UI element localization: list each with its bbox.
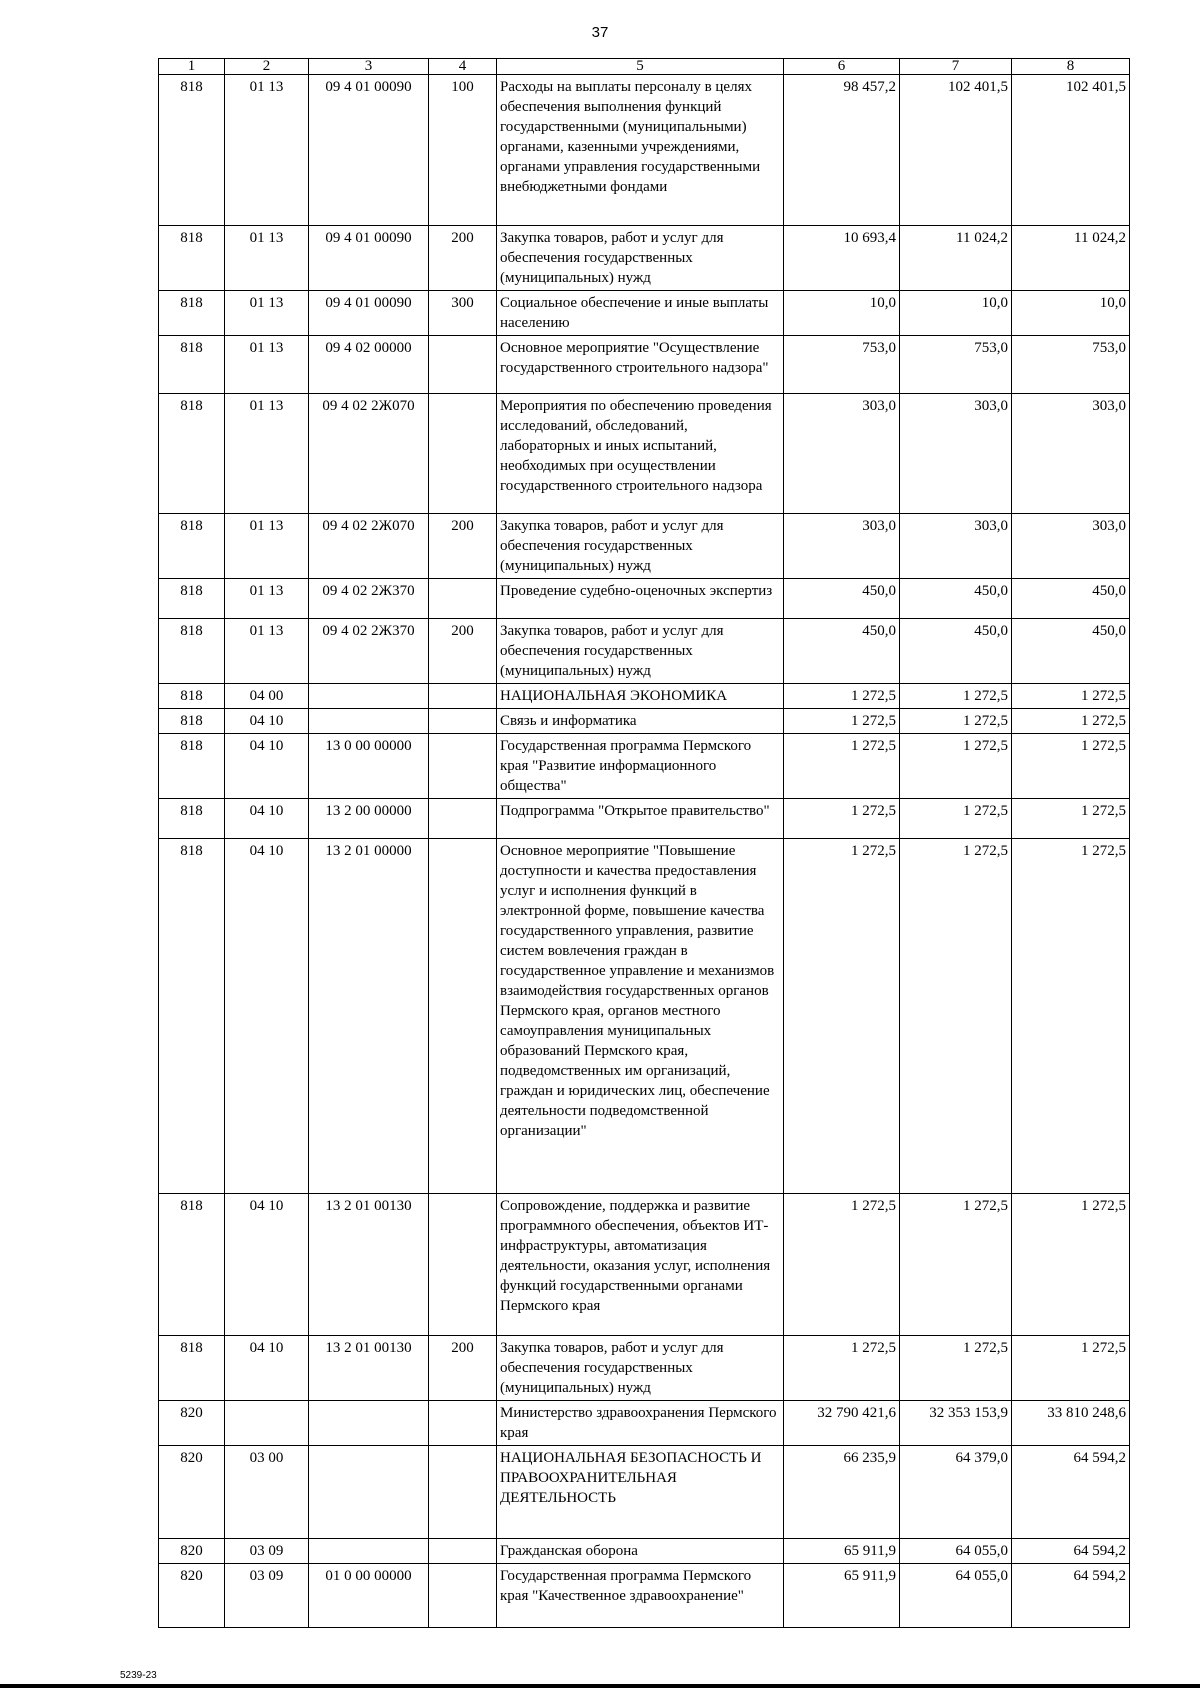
section-code-cell: 01 13 [225,291,309,336]
column-number-header: 1 [159,59,225,75]
section-code-cell [225,1401,309,1446]
target-article-cell [309,684,429,709]
amount-year2-cell: 753,0 [900,336,1012,394]
target-article-cell: 01 0 00 00000 [309,1564,429,1628]
table-row [159,1336,1130,1401]
section-code-cell: 04 10 [225,709,309,734]
amount-year1-cell: 753,0 [784,336,900,394]
expense-type-cell: 200 [429,619,497,684]
description-cell: Подпрограмма "Открытое правительство" [497,799,784,839]
column-number-header: 2 [225,59,309,75]
section-code-cell: 01 13 [225,394,309,514]
table-row [159,1194,1130,1336]
ministry-code-cell: 818 [159,75,225,226]
amount-year1-cell: 10,0 [784,291,900,336]
amount-year3-cell: 450,0 [1012,619,1130,684]
amount-year3-cell: 10,0 [1012,291,1130,336]
amount-year3-cell: 64 594,2 [1012,1539,1130,1564]
ministry-code-cell: 818 [159,336,225,394]
description-cell: НАЦИОНАЛЬНАЯ БЕЗОПАСНОСТЬ И ПРАВООХРАНИТЕЛЬНАЯ ДЕЯТЕЛЬНОСТЬ [497,1446,784,1539]
expense-type-cell [429,1194,497,1336]
amount-year2-cell: 32 353 153,9 [900,1401,1012,1446]
expense-type-cell [429,799,497,839]
expense-type-cell [429,1446,497,1539]
expense-type-cell [429,1564,497,1628]
description-cell: Закупка товаров, работ и услуг для обеспечения государственных (муниципальных) нужд [497,1336,784,1401]
amount-year2-cell: 450,0 [900,619,1012,684]
amount-year2-cell: 102 401,5 [900,75,1012,226]
table-row [159,619,1130,684]
expense-type-cell [429,684,497,709]
section-code-cell: 01 13 [225,226,309,291]
description-cell: Государственная программа Пермского края "Развитие информационного общества" [497,734,784,799]
ministry-code-cell: 818 [159,799,225,839]
amount-year3-cell: 11 024,2 [1012,226,1130,291]
amount-year3-cell: 303,0 [1012,514,1130,579]
ministry-code-cell: 818 [159,1194,225,1336]
amount-year2-cell: 1 272,5 [900,1194,1012,1336]
section-code-cell: 04 10 [225,1194,309,1336]
amount-year1-cell: 10 693,4 [784,226,900,291]
amount-year1-cell: 450,0 [784,579,900,619]
table-row [159,1539,1130,1564]
table-row [159,1401,1130,1446]
amount-year1-cell: 303,0 [784,394,900,514]
section-code-cell: 04 00 [225,684,309,709]
table-row [159,1564,1130,1628]
expense-type-cell: 200 [429,226,497,291]
description-cell: Сопровождение, поддержка и развитие программного обеспечения, объектов ИТ-инфраструктуры, автоматизация деятельности, оказания услуг, исполнения функций государственными органами Пермского края [497,1194,784,1336]
expense-type-cell [429,579,497,619]
expense-type-cell [429,394,497,514]
target-article-cell: 09 4 02 2Ж070 [309,514,429,579]
description-cell: Проведение судебно-оценочных экспертиз [497,579,784,619]
amount-year1-cell: 303,0 [784,514,900,579]
amount-year2-cell: 11 024,2 [900,226,1012,291]
amount-year1-cell: 1 272,5 [784,709,900,734]
description-cell: НАЦИОНАЛЬНАЯ ЭКОНОМИКА [497,684,784,709]
target-article-cell: 09 4 02 2Ж370 [309,579,429,619]
ministry-code-cell: 818 [159,514,225,579]
amount-year1-cell: 1 272,5 [784,1336,900,1401]
expense-type-cell: 300 [429,291,497,336]
expense-type-cell [429,1539,497,1564]
amount-year2-cell: 64 055,0 [900,1539,1012,1564]
description-cell: Мероприятия по обеспечению проведения исследований, обследований, лабораторных и иных испытаний, необходимых при осуществлении государственного строительного надзора [497,394,784,514]
amount-year1-cell: 1 272,5 [784,799,900,839]
amount-year3-cell: 64 594,2 [1012,1446,1130,1539]
section-code-cell: 01 13 [225,336,309,394]
amount-year2-cell: 1 272,5 [900,684,1012,709]
ministry-code-cell: 818 [159,1336,225,1401]
ministry-code-cell: 818 [159,226,225,291]
target-article-cell: 09 4 02 2Ж070 [309,394,429,514]
amount-year1-cell: 65 911,9 [784,1564,900,1628]
ministry-code-cell: 818 [159,619,225,684]
amount-year3-cell: 1 272,5 [1012,709,1130,734]
section-code-cell: 01 13 [225,619,309,684]
description-cell: Связь и информатика [497,709,784,734]
section-code-cell: 01 13 [225,514,309,579]
amount-year1-cell: 1 272,5 [784,684,900,709]
expense-type-cell: 100 [429,75,497,226]
amount-year1-cell: 450,0 [784,619,900,684]
amount-year2-cell: 1 272,5 [900,734,1012,799]
ministry-code-cell: 818 [159,734,225,799]
page-number: 37 [591,24,609,41]
table-row [159,226,1130,291]
table-row [159,839,1130,1194]
description-cell: Основное мероприятие "Повышение доступности и качества предоставления услуг и исполнения функций в электронной форме, повышение качества государственного управления, развитие систем вовлечения граждан в государственное управление и механизмов взаимодействия государственных органов Пермского края, органов местного самоуправления муниципальных образований Пермского края, подведомственных им организаций, граждан и юридических лиц, обеспечение деятельности подведомственной организации" [497,839,784,1194]
expense-type-cell [429,734,497,799]
target-article-cell [309,709,429,734]
amount-year3-cell: 33 810 248,6 [1012,1401,1130,1446]
amount-year2-cell: 1 272,5 [900,709,1012,734]
amount-year3-cell: 1 272,5 [1012,1336,1130,1401]
table-row [159,799,1130,839]
expense-type-cell: 200 [429,514,497,579]
amount-year1-cell: 65 911,9 [784,1539,900,1564]
expense-type-cell [429,1401,497,1446]
expense-type-cell [429,709,497,734]
column-number-header: 7 [900,59,1012,75]
table-row [159,75,1130,226]
description-cell: Социальное обеспечение и иные выплаты населению [497,291,784,336]
amount-year2-cell: 303,0 [900,514,1012,579]
description-cell: Государственная программа Пермского края "Качественное здравоохранение" [497,1564,784,1628]
amount-year1-cell: 66 235,9 [784,1446,900,1539]
amount-year2-cell: 64 379,0 [900,1446,1012,1539]
table-row [159,709,1130,734]
amount-year2-cell: 10,0 [900,291,1012,336]
table-row [159,1446,1130,1539]
description-cell: Расходы на выплаты персоналу в целях обеспечения выполнения функций государственными (муниципальными) органами, казенными учреждениями, органами управления государственными внебюджетными фондами [497,75,784,226]
table-row [159,394,1130,514]
target-article-cell: 13 2 00 00000 [309,799,429,839]
ministry-code-cell: 820 [159,1401,225,1446]
section-code-cell: 03 09 [225,1564,309,1628]
section-code-cell: 01 13 [225,75,309,226]
ministry-code-cell: 820 [159,1539,225,1564]
ministry-code-cell: 818 [159,684,225,709]
table-row [159,514,1130,579]
target-article-cell: 13 2 01 00130 [309,1336,429,1401]
scan-edge [0,1684,1200,1688]
ministry-code-cell: 818 [159,291,225,336]
column-number-header: 6 [784,59,900,75]
amount-year3-cell: 1 272,5 [1012,684,1130,709]
description-cell: Гражданская оборона [497,1539,784,1564]
target-article-cell: 09 4 01 00090 [309,226,429,291]
amount-year1-cell: 1 272,5 [784,839,900,1194]
table-row [159,336,1130,394]
amount-year3-cell: 64 594,2 [1012,1564,1130,1628]
table-row [159,684,1130,709]
description-cell: Министерство здравоохранения Пермского края [497,1401,784,1446]
amount-year1-cell: 1 272,5 [784,734,900,799]
section-code-cell: 01 13 [225,579,309,619]
column-number-header: 5 [497,59,784,75]
amount-year2-cell: 450,0 [900,579,1012,619]
amount-year1-cell: 1 272,5 [784,1194,900,1336]
table-row [159,579,1130,619]
amount-year2-cell: 64 055,0 [900,1564,1012,1628]
amount-year3-cell: 303,0 [1012,394,1130,514]
ministry-code-cell: 818 [159,839,225,1194]
description-cell: Основное мероприятие "Осуществление государственного строительного надзора" [497,336,784,394]
amount-year2-cell: 1 272,5 [900,1336,1012,1401]
amount-year3-cell: 1 272,5 [1012,734,1130,799]
document-code: 5239-23 [120,1670,157,1681]
ministry-code-cell: 818 [159,709,225,734]
table-row [159,734,1130,799]
ministry-code-cell: 820 [159,1564,225,1628]
amount-year2-cell: 303,0 [900,394,1012,514]
table-row [159,291,1130,336]
ministry-code-cell: 818 [159,579,225,619]
column-number-row [159,59,1130,75]
description-cell: Закупка товаров, работ и услуг для обеспечения государственных (муниципальных) нужд [497,514,784,579]
target-article-cell [309,1401,429,1446]
target-article-cell [309,1446,429,1539]
section-code-cell: 04 10 [225,839,309,1194]
section-code-cell: 04 10 [225,734,309,799]
expense-type-cell [429,839,497,1194]
section-code-cell: 03 09 [225,1539,309,1564]
amount-year1-cell: 98 457,2 [784,75,900,226]
target-article-cell: 13 2 01 00000 [309,839,429,1194]
column-number-header: 4 [429,59,497,75]
target-article-cell: 09 4 01 00090 [309,75,429,226]
section-code-cell: 04 10 [225,1336,309,1401]
amount-year3-cell: 1 272,5 [1012,799,1130,839]
amount-year3-cell: 1 272,5 [1012,1194,1130,1336]
column-number-header: 8 [1012,59,1130,75]
target-article-cell: 09 4 02 2Ж370 [309,619,429,684]
description-cell: Закупка товаров, работ и услуг для обеспечения государственных (муниципальных) нужд [497,226,784,291]
amount-year3-cell: 450,0 [1012,579,1130,619]
amount-year1-cell: 32 790 421,6 [784,1401,900,1446]
amount-year3-cell: 102 401,5 [1012,75,1130,226]
expense-type-cell: 200 [429,1336,497,1401]
ministry-code-cell: 818 [159,394,225,514]
target-article-cell: 13 2 01 00130 [309,1194,429,1336]
amount-year2-cell: 1 272,5 [900,839,1012,1194]
column-number-header: 3 [309,59,429,75]
section-code-cell: 04 10 [225,799,309,839]
amount-year3-cell: 753,0 [1012,336,1130,394]
budget-table-body [159,59,1130,1628]
amount-year2-cell: 1 272,5 [900,799,1012,839]
target-article-cell: 09 4 01 00090 [309,291,429,336]
target-article-cell: 09 4 02 00000 [309,336,429,394]
ministry-code-cell: 820 [159,1446,225,1539]
description-cell: Закупка товаров, работ и услуг для обеспечения государственных (муниципальных) нужд [497,619,784,684]
section-code-cell: 03 00 [225,1446,309,1539]
target-article-cell [309,1539,429,1564]
budget-table [158,58,1130,1628]
expense-type-cell [429,336,497,394]
target-article-cell: 13 0 00 00000 [309,734,429,799]
amount-year3-cell: 1 272,5 [1012,839,1130,1194]
